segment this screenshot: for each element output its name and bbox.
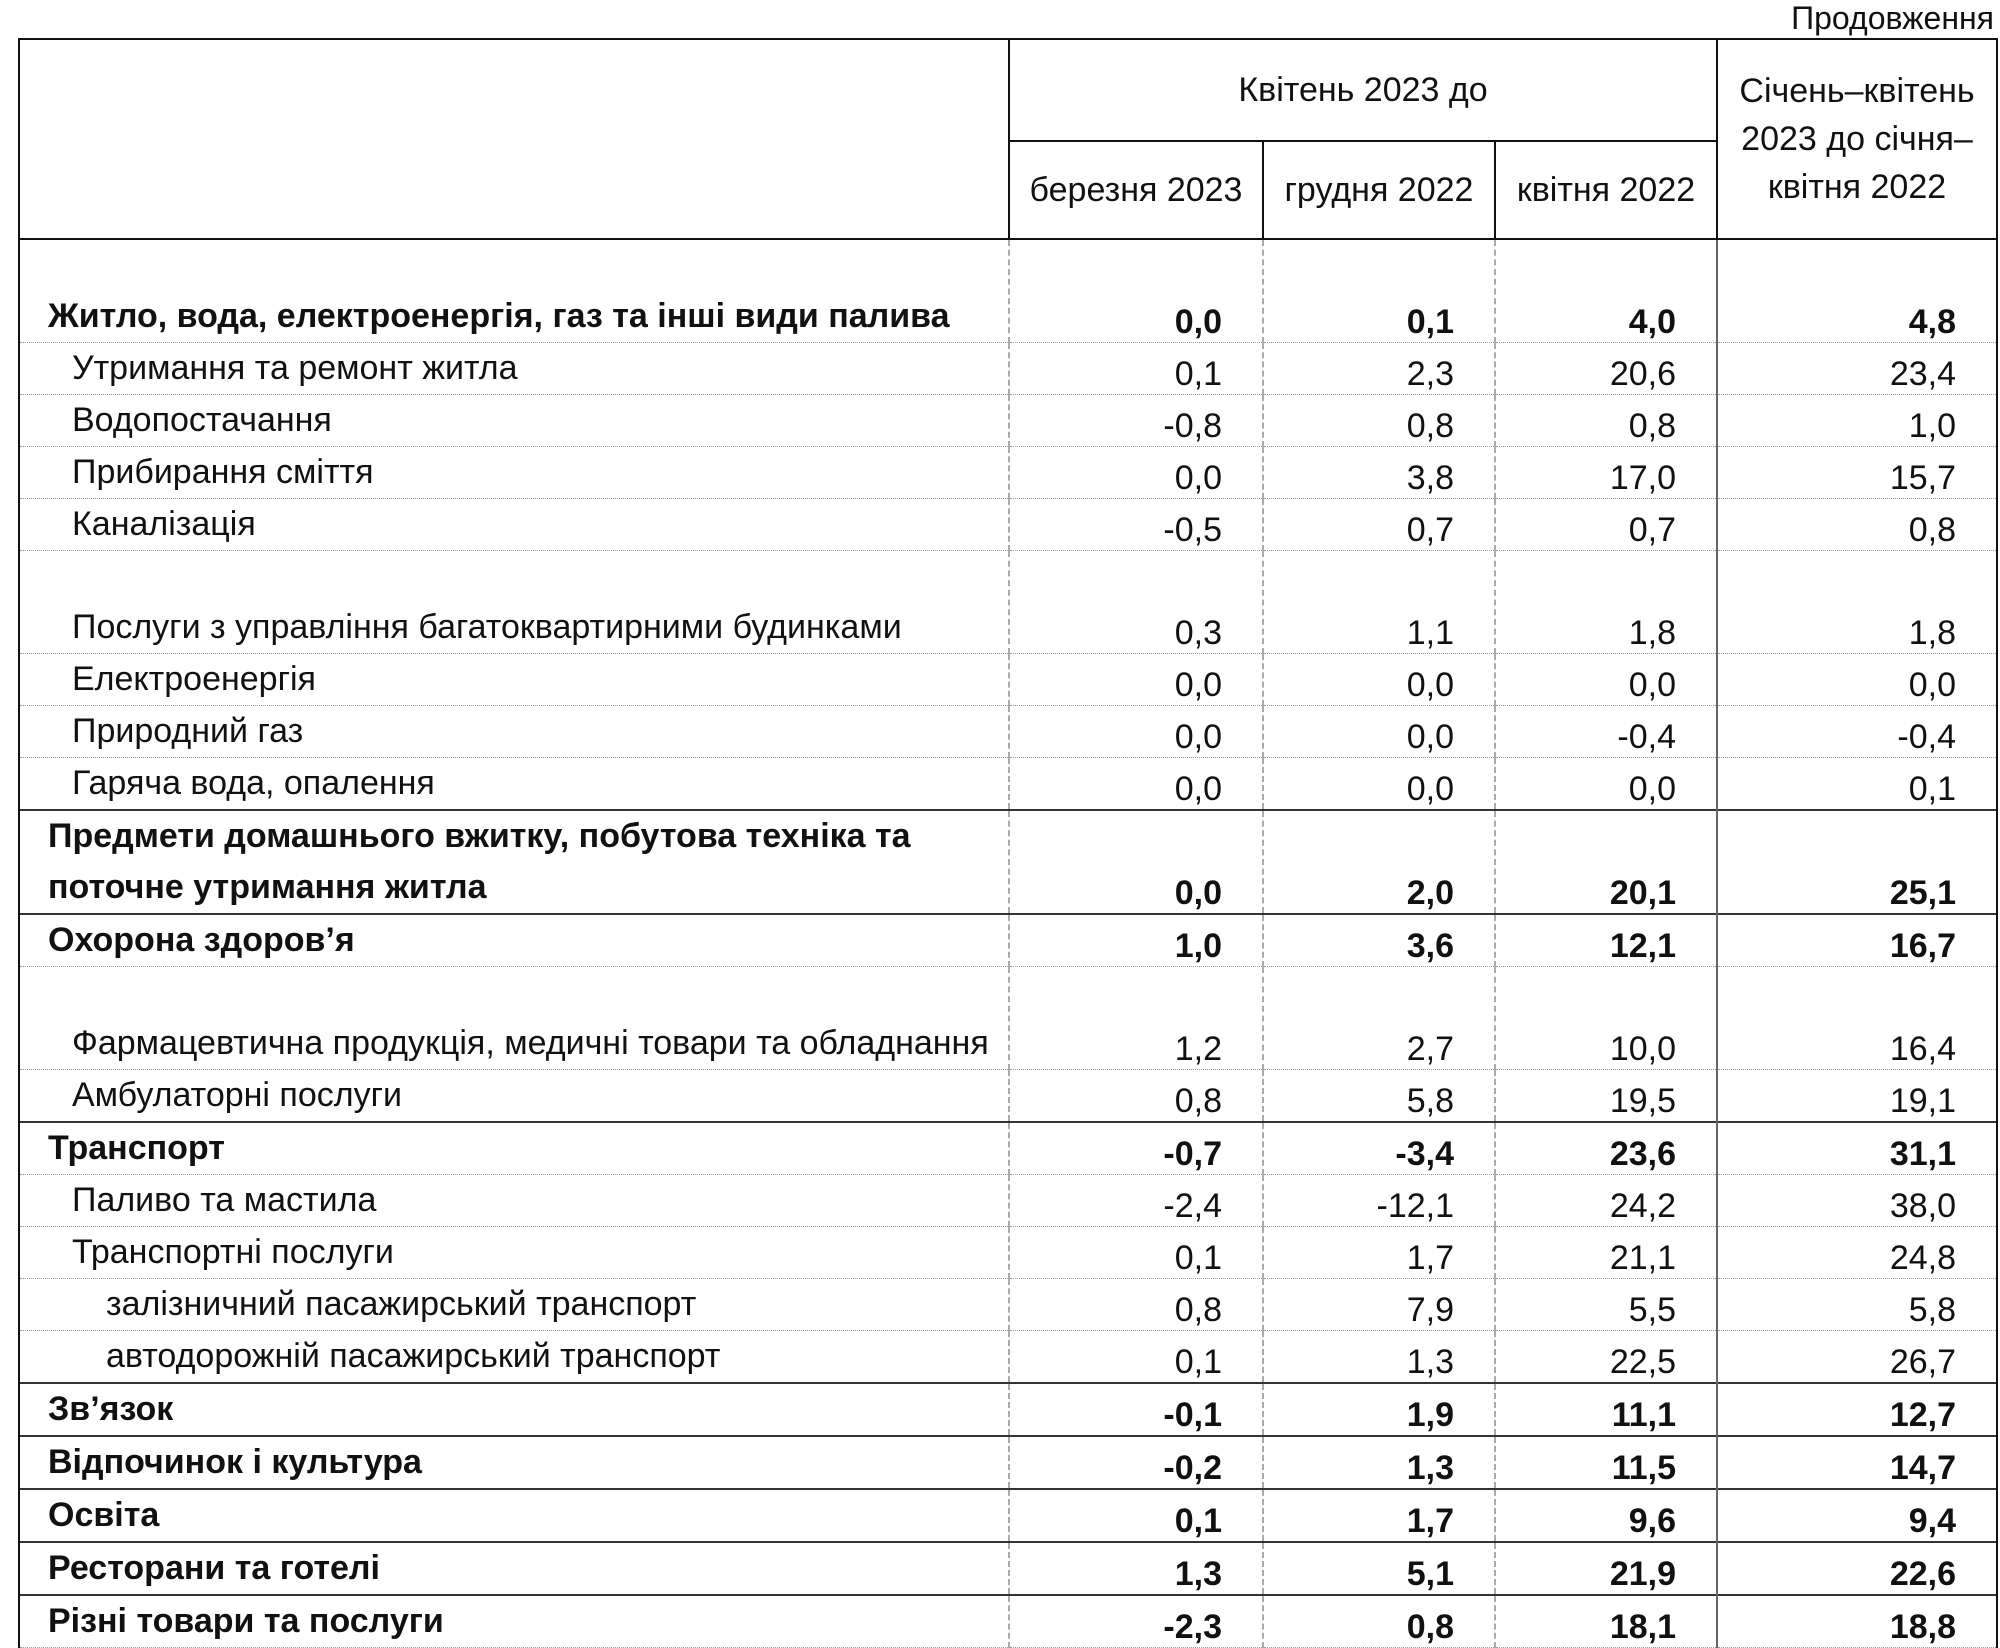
value-vs-april-2022: 5,5 bbox=[1495, 1279, 1717, 1331]
value-vs-december-2022: 7,9 bbox=[1263, 1279, 1495, 1331]
value-vs-december-2022: 0,0 bbox=[1263, 654, 1495, 706]
value-vs-april-2022: 22,5 bbox=[1495, 1331, 1717, 1384]
value-ytd: 31,1 bbox=[1717, 1122, 1997, 1175]
table-row bbox=[19, 1070, 1997, 1123]
value-vs-march-2023: 0,8 bbox=[1009, 1279, 1263, 1331]
row-label: Охорона здоров’я bbox=[19, 914, 1009, 967]
value-vs-april-2022: 12,1 bbox=[1495, 914, 1717, 967]
value-vs-march-2023: 1,0 bbox=[1009, 914, 1263, 967]
row-label: Утримання та ремонт житла bbox=[19, 343, 1009, 395]
row-label: Природний газ bbox=[19, 706, 1009, 758]
value-vs-march-2023: 0,0 bbox=[1009, 654, 1263, 706]
value-vs-december-2022: 1,9 bbox=[1263, 1383, 1495, 1436]
row-label: Зв’язок bbox=[19, 1383, 1009, 1436]
row-label: Каналізація bbox=[19, 499, 1009, 551]
value-ytd: 19,1 bbox=[1717, 1070, 1997, 1123]
value-vs-march-2023: 0,1 bbox=[1009, 1331, 1263, 1384]
row-label: Ресторани та готелі bbox=[19, 1542, 1009, 1595]
value-vs-march-2023: -2,3 bbox=[1009, 1595, 1263, 1648]
value-vs-march-2023: 0,0 bbox=[1009, 810, 1263, 914]
value-ytd: 0,0 bbox=[1717, 654, 1997, 706]
table-row bbox=[19, 1383, 1997, 1436]
table-row bbox=[19, 654, 1997, 706]
value-ytd: 16,4 bbox=[1717, 967, 1997, 1070]
value-vs-march-2023: -0,8 bbox=[1009, 395, 1263, 447]
header-april-2022: квітня 2022 bbox=[1495, 141, 1717, 239]
header-march-2023: березня 2023 bbox=[1009, 141, 1263, 239]
value-vs-april-2022: -0,4 bbox=[1495, 706, 1717, 758]
value-vs-march-2023: 0,0 bbox=[1009, 706, 1263, 758]
row-label: Фармацевтична продукція, медичні товари та обладнання bbox=[19, 967, 1009, 1070]
value-vs-april-2022: 0,7 bbox=[1495, 499, 1717, 551]
table-row bbox=[19, 395, 1997, 447]
value-vs-march-2023: 0,1 bbox=[1009, 343, 1263, 395]
value-vs-april-2022: 19,5 bbox=[1495, 1070, 1717, 1123]
table-row bbox=[19, 499, 1997, 551]
header-group-april-2023: Квітень 2023 до bbox=[1009, 39, 1717, 141]
value-ytd: 18,8 bbox=[1717, 1595, 1997, 1648]
value-vs-december-2022: 0,8 bbox=[1263, 1595, 1495, 1648]
value-ytd: 5,8 bbox=[1717, 1279, 1997, 1331]
value-ytd: 14,7 bbox=[1717, 1436, 1997, 1489]
row-label: Освіта bbox=[19, 1489, 1009, 1542]
value-ytd: 0,1 bbox=[1717, 758, 1997, 811]
row-label: Різні товари та послуги bbox=[19, 1595, 1009, 1648]
value-vs-december-2022: -12,1 bbox=[1263, 1175, 1495, 1227]
value-vs-april-2022: 11,1 bbox=[1495, 1383, 1717, 1436]
table-row bbox=[19, 551, 1997, 654]
value-vs-april-2022: 0,0 bbox=[1495, 654, 1717, 706]
value-vs-april-2022: 24,2 bbox=[1495, 1175, 1717, 1227]
header-december-2022: грудня 2022 bbox=[1263, 141, 1495, 239]
value-vs-april-2022: 20,1 bbox=[1495, 810, 1717, 914]
value-vs-april-2022: 4,0 bbox=[1495, 239, 1717, 343]
row-label: Амбулаторні послуги bbox=[19, 1070, 1009, 1123]
table-row bbox=[19, 239, 1997, 343]
value-vs-march-2023: -2,4 bbox=[1009, 1175, 1263, 1227]
header-blank-cell bbox=[19, 39, 1009, 239]
value-vs-december-2022: 1,7 bbox=[1263, 1489, 1495, 1542]
value-vs-december-2022: 0,0 bbox=[1263, 706, 1495, 758]
row-label: залізничний пасажирський транспорт bbox=[19, 1279, 1009, 1331]
row-label: Прибирання сміття bbox=[19, 447, 1009, 499]
price-index-table bbox=[18, 38, 1998, 1648]
value-vs-december-2022: 2,3 bbox=[1263, 343, 1495, 395]
value-vs-december-2022: 0,1 bbox=[1263, 239, 1495, 343]
row-label: Відпочинок і культура bbox=[19, 1436, 1009, 1489]
table-row bbox=[19, 1331, 1997, 1384]
value-vs-april-2022: 21,1 bbox=[1495, 1227, 1717, 1279]
table-row bbox=[19, 447, 1997, 499]
value-ytd: 1,8 bbox=[1717, 551, 1997, 654]
value-ytd: 38,0 bbox=[1717, 1175, 1997, 1227]
value-vs-march-2023: 1,3 bbox=[1009, 1542, 1263, 1595]
value-vs-march-2023: 0,1 bbox=[1009, 1227, 1263, 1279]
table-row bbox=[19, 1436, 1997, 1489]
value-vs-december-2022: 1,3 bbox=[1263, 1436, 1495, 1489]
value-ytd: 22,6 bbox=[1717, 1542, 1997, 1595]
value-vs-december-2022: 5,8 bbox=[1263, 1070, 1495, 1123]
value-ytd: 23,4 bbox=[1717, 343, 1997, 395]
table-row bbox=[19, 343, 1997, 395]
value-vs-april-2022: 9,6 bbox=[1495, 1489, 1717, 1542]
value-ytd: 9,4 bbox=[1717, 1489, 1997, 1542]
value-vs-march-2023: 0,3 bbox=[1009, 551, 1263, 654]
table-row bbox=[19, 1122, 1997, 1175]
table-row bbox=[19, 1595, 1997, 1648]
value-vs-april-2022: 21,9 bbox=[1495, 1542, 1717, 1595]
value-ytd: 0,8 bbox=[1717, 499, 1997, 551]
value-vs-march-2023: -0,5 bbox=[1009, 499, 1263, 551]
value-vs-april-2022: 10,0 bbox=[1495, 967, 1717, 1070]
value-vs-december-2022: 2,7 bbox=[1263, 967, 1495, 1070]
value-vs-december-2022: 1,1 bbox=[1263, 551, 1495, 654]
value-vs-december-2022: 1,3 bbox=[1263, 1331, 1495, 1384]
value-vs-december-2022: 3,8 bbox=[1263, 447, 1495, 499]
value-vs-december-2022: -3,4 bbox=[1263, 1122, 1495, 1175]
table-row bbox=[19, 914, 1997, 967]
value-vs-march-2023: 0,1 bbox=[1009, 1489, 1263, 1542]
table-body bbox=[19, 239, 1997, 1648]
value-vs-december-2022: 0,7 bbox=[1263, 499, 1495, 551]
row-label: Транспортні послуги bbox=[19, 1227, 1009, 1279]
value-vs-december-2022: 0,8 bbox=[1263, 395, 1495, 447]
row-label: Житло, вода, електроенергія, газ та інші види палива bbox=[19, 239, 1009, 343]
value-vs-march-2023: -0,2 bbox=[1009, 1436, 1263, 1489]
value-vs-march-2023: 0,0 bbox=[1009, 239, 1263, 343]
value-vs-april-2022: 18,1 bbox=[1495, 1595, 1717, 1648]
row-label: Водопостачання bbox=[19, 395, 1009, 447]
value-vs-april-2022: 1,8 bbox=[1495, 551, 1717, 654]
table-row bbox=[19, 1279, 1997, 1331]
value-vs-march-2023: 0,0 bbox=[1009, 758, 1263, 811]
header-ytd: Січень–квітень 2023 до січня–квітня 2022 bbox=[1717, 39, 1997, 239]
table-row bbox=[19, 810, 1997, 914]
value-vs-march-2023: -0,7 bbox=[1009, 1122, 1263, 1175]
value-vs-december-2022: 0,0 bbox=[1263, 758, 1495, 811]
value-vs-april-2022: 11,5 bbox=[1495, 1436, 1717, 1489]
row-label: Послуги з управління багатоквартирними будинками bbox=[19, 551, 1009, 654]
value-vs-march-2023: 0,0 bbox=[1009, 447, 1263, 499]
value-vs-april-2022: 23,6 bbox=[1495, 1122, 1717, 1175]
table-row bbox=[19, 706, 1997, 758]
table-row bbox=[19, 1175, 1997, 1227]
value-vs-december-2022: 2,0 bbox=[1263, 810, 1495, 914]
table-row bbox=[19, 1227, 1997, 1279]
value-vs-december-2022: 1,7 bbox=[1263, 1227, 1495, 1279]
value-vs-march-2023: 1,2 bbox=[1009, 967, 1263, 1070]
row-label: Електроенергія bbox=[19, 654, 1009, 706]
value-ytd: 16,7 bbox=[1717, 914, 1997, 967]
continuation-label: Продовження bbox=[1791, 0, 1994, 36]
table-row bbox=[19, 1489, 1997, 1542]
table-row bbox=[19, 1542, 1997, 1595]
value-ytd: 12,7 bbox=[1717, 1383, 1997, 1436]
value-ytd: 24,8 bbox=[1717, 1227, 1997, 1279]
row-label: Предмети домашнього вжитку, побутова техніка та поточне утримання житла bbox=[19, 810, 1009, 914]
value-vs-march-2023: -0,1 bbox=[1009, 1383, 1263, 1436]
row-label: Транспорт bbox=[19, 1122, 1009, 1175]
value-vs-december-2022: 3,6 bbox=[1263, 914, 1495, 967]
value-ytd: 26,7 bbox=[1717, 1331, 1997, 1384]
value-vs-april-2022: 20,6 bbox=[1495, 343, 1717, 395]
row-label: Гаряча вода, опалення bbox=[19, 758, 1009, 811]
table-header bbox=[19, 39, 1997, 239]
value-ytd: 25,1 bbox=[1717, 810, 1997, 914]
table-row bbox=[19, 967, 1997, 1070]
value-ytd: 4,8 bbox=[1717, 239, 1997, 343]
value-vs-april-2022: 0,8 bbox=[1495, 395, 1717, 447]
table-row bbox=[19, 758, 1997, 811]
value-ytd: -0,4 bbox=[1717, 706, 1997, 758]
value-vs-april-2022: 17,0 bbox=[1495, 447, 1717, 499]
row-label: автодорожній пасажирський транспорт bbox=[19, 1331, 1009, 1384]
value-vs-april-2022: 0,0 bbox=[1495, 758, 1717, 811]
row-label: Паливо та мастила bbox=[19, 1175, 1009, 1227]
value-ytd: 1,0 bbox=[1717, 395, 1997, 447]
value-vs-december-2022: 5,1 bbox=[1263, 1542, 1495, 1595]
value-ytd: 15,7 bbox=[1717, 447, 1997, 499]
value-vs-march-2023: 0,8 bbox=[1009, 1070, 1263, 1123]
